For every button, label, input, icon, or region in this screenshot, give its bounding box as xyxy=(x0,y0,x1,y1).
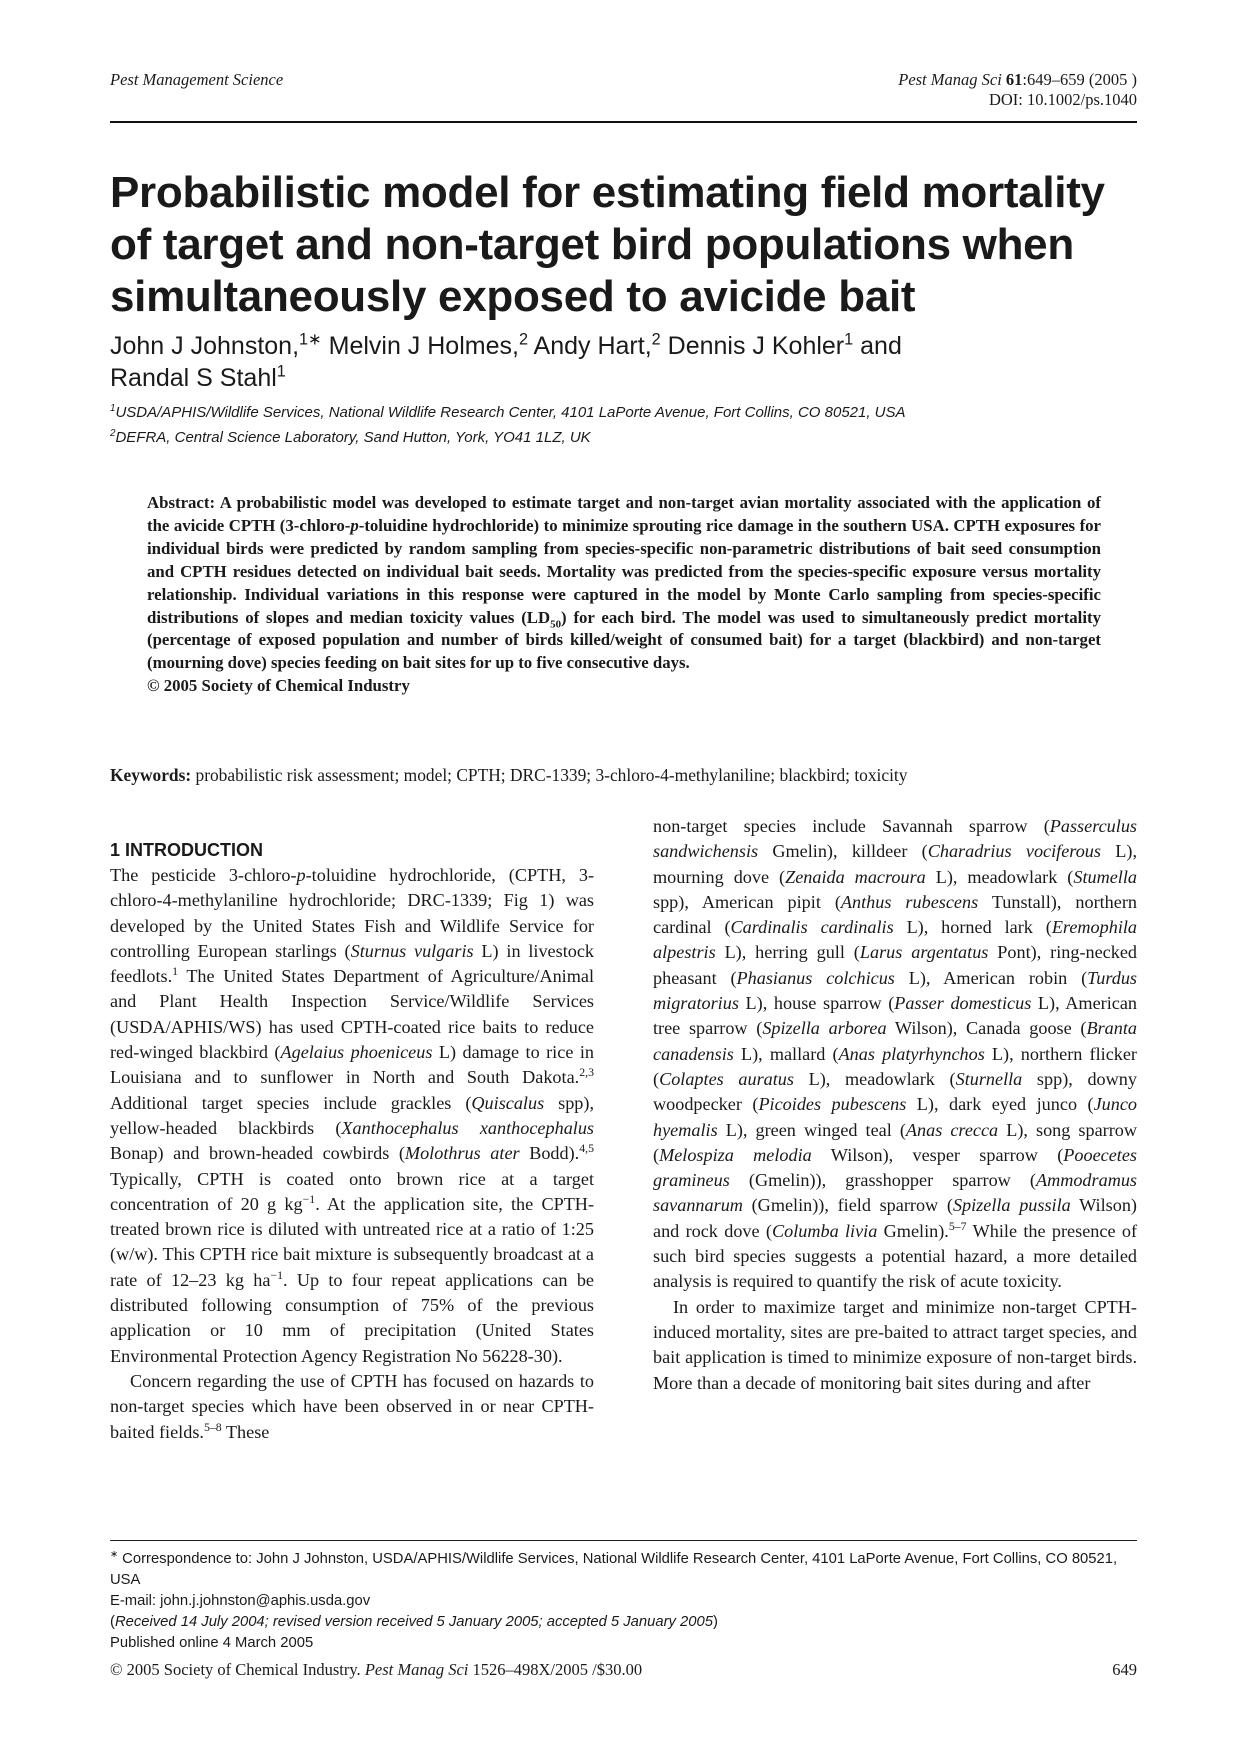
italic-term: p xyxy=(296,865,306,885)
author: Dennis J Kohler xyxy=(660,332,845,360)
text-run: The pesticide 3-chloro- xyxy=(110,865,297,885)
text-run: Pont), ring-necked pheasant ( xyxy=(653,942,1137,988)
author-and: and xyxy=(853,332,902,360)
affiliation-text: DEFRA, Central Science Laboratory, Sand Hutton, York, YO41 1LZ, UK xyxy=(115,429,591,446)
italic-term: Columba livia xyxy=(771,1220,878,1241)
text-run: L), dark eyed junco ( xyxy=(906,1094,1094,1115)
italic-term: Passerculus sandwichensis xyxy=(653,816,1137,862)
superscript: 5–7 xyxy=(948,1218,967,1233)
author-sup: 2 xyxy=(518,330,528,349)
affiliation-number: 2 xyxy=(110,428,116,439)
abstract xyxy=(147,492,1101,698)
text-run: Additional target species include grackles ( xyxy=(110,1092,472,1113)
italic-term: Junco hyemalis xyxy=(653,1094,1138,1140)
author-sup: 2 xyxy=(651,330,661,349)
abstract-subscript: 50 xyxy=(550,617,562,630)
italic-term: Stumella xyxy=(1073,866,1137,887)
doi: DOI: 10.1002/ps.1040 xyxy=(988,90,1137,109)
italic-term: Cardinalis cardinalis xyxy=(730,917,894,938)
text-run: While the presence of such bird species suggests a potential hazard, a more detailed analysis is required to quantify the risk of acute toxicity. xyxy=(653,1220,1137,1292)
italic-term: Turdus migratorius xyxy=(653,967,1138,1014)
italic-term: Melospiza melodia xyxy=(659,1144,812,1165)
correspondence-text: Correspondence to: John J Johnston, USDA/APHIS/Wildlife Services, National Wildlife Research Center, 4101 LaPorte Avenue, Fort Collins, CO 80521, USA xyxy=(110,1551,1118,1588)
text-run: (Gmelin)), grasshopper sparrow ( xyxy=(729,1170,1036,1191)
author-sup: 1 xyxy=(276,362,286,381)
text-run: The United States Department of Agriculture/Animal and Plant Health Inspection Service/Wildlife Services (USDA/APHIS/WS) has used CPTH-coated rice baits to reduce red-winged blackbird ( xyxy=(110,966,594,1063)
text-run: (Gmelin)), field sparrow ( xyxy=(742,1195,953,1216)
text-run: Wilson), Canada goose ( xyxy=(886,1018,1087,1039)
italic-term: Agelaius phoeniceus xyxy=(280,1042,433,1063)
text-run: Tunstall), northern cardinal ( xyxy=(653,891,1137,938)
superscript: 1 xyxy=(172,964,179,979)
italic-term: Quiscalus xyxy=(471,1092,545,1113)
keywords xyxy=(110,764,1137,786)
italic-term: Anas platyrhynchos xyxy=(838,1043,985,1064)
text-run: L), American robin ( xyxy=(894,967,1088,988)
text-run: . Up to four repeat applications can be distributed following consumption of 75% of the previous application or 10 mm of precipitation (United States Environmental Protection Agency Registration No 56228-30). xyxy=(110,1269,594,1366)
author-sup: 1 xyxy=(844,330,854,349)
author: Melvin J Holmes, xyxy=(321,332,519,360)
italic-term: Spizella arborea xyxy=(762,1018,887,1039)
italic-term: Larus argentatus xyxy=(859,942,989,963)
text-run: L) damage to rice in Louisiana and to sunflower in North and South Dakota. xyxy=(110,1042,594,1088)
header-rule xyxy=(110,121,1137,123)
text-run: Wilson) and rock dove ( xyxy=(653,1195,1137,1241)
superscript: 4,5 xyxy=(579,1141,595,1156)
abstract-copyright: © 2005 Society of Chemical Industry xyxy=(147,676,410,696)
citation-journal: Pest Manag Sci xyxy=(898,70,1002,89)
text-run: -toluidine hydrochloride, (CPTH, 3-chloro-4-methylaniline hydrochloride; DRC-1339; Fig 1) was developed by the United States Fish and Wildlife Service for controlling European starlings ( xyxy=(110,865,595,961)
text-run: Bodd). xyxy=(519,1143,580,1164)
italic-term: Sturnella xyxy=(955,1068,1023,1089)
affiliation-2 xyxy=(110,428,1137,448)
affiliation-number: 1 xyxy=(110,403,116,414)
text-run: These xyxy=(221,1421,270,1442)
text-run: L), meadowlark ( xyxy=(925,866,1074,887)
page-number: 649 xyxy=(1112,1660,1137,1679)
journal-name: Pest Management Science xyxy=(110,70,284,89)
italic-term: Anthus rubescens xyxy=(840,891,979,912)
text-run: L), northern flicker ( xyxy=(653,1043,1137,1089)
text-run: Typically, CPTH is coated onto brown rice at a target concentration of 20 g kg xyxy=(110,1168,594,1214)
author: Andy Hart, xyxy=(527,332,652,360)
author-list xyxy=(110,330,1137,394)
text-run: L), meadowlark ( xyxy=(793,1068,956,1089)
text-run: Gmelin), killdeer ( xyxy=(758,841,928,862)
body-column-left xyxy=(110,838,594,1445)
citation xyxy=(898,70,1137,90)
footnote-correspondence xyxy=(110,1549,1137,1591)
footer-journal: Pest Manag Sci xyxy=(364,1660,469,1679)
italic-term: Zenaida macroura xyxy=(785,866,926,887)
italic-term: Molothrus ater xyxy=(404,1143,520,1164)
footnote-star: ∗ xyxy=(110,1549,119,1561)
italic-term: Colaptes auratus xyxy=(659,1068,794,1089)
body-column-right xyxy=(653,814,1137,1396)
footnote-received: (Received 14 July 2004; revised version received 5 January 2005; accepted 5 January 2005) xyxy=(110,1614,718,1630)
author: John J Johnston, xyxy=(110,332,300,360)
italic-term: Pooecetes gramineus xyxy=(653,1144,1137,1191)
text-run: non-target species include Savannah sparrow ( xyxy=(653,816,1050,836)
body-paragraph xyxy=(653,814,1137,1295)
text-run: L), house sparrow ( xyxy=(738,993,895,1014)
text-run: . At the application site, the CPTH-treated brown rice is diluted with untreated rice at a ratio of 1:25 (w/w). This CPTH rice bait mixture is subsequently broadcast at a rate of 12–23 kg ha xyxy=(110,1193,595,1290)
italic-term: Anas crecca xyxy=(905,1119,999,1140)
footnote xyxy=(110,1549,1137,1654)
superscript: −1 xyxy=(302,1191,316,1206)
affiliation-1 xyxy=(110,403,1137,423)
superscript: 2,3 xyxy=(579,1065,594,1080)
citation-volume: 61 xyxy=(1005,70,1023,89)
footer-issn: 1526–498X/2005 /$30.00 xyxy=(468,1660,643,1679)
abstract-text: A probabilistic model was developed to estimate target and non-target avian mortality associated with the application of the avicide CPTH (3-chloro- xyxy=(147,493,1101,535)
citation-pages: :649–659 (2005 ) xyxy=(1022,70,1137,89)
author-sup: 1∗ xyxy=(299,330,322,349)
text-run: L), herring gull ( xyxy=(715,942,860,963)
text-run: Bonap) and brown-headed cowbirds ( xyxy=(110,1143,405,1164)
footnote-published: Published online 4 March 2005 xyxy=(110,1635,314,1651)
abstract-label: Abstract: xyxy=(147,493,216,512)
italic-term: Passer domesticus xyxy=(894,993,1032,1014)
text-run: Gmelin). xyxy=(877,1220,949,1241)
text-run: Concern regarding the use of CPTH has focused on hazards to non-target species which have been observed in or near CPTH-baited fields. xyxy=(110,1370,594,1442)
text-run: L), song sparrow ( xyxy=(653,1119,1137,1165)
text-run: spp), American pipit ( xyxy=(653,891,841,912)
citation-block xyxy=(898,70,1137,110)
text-run: L), mallard ( xyxy=(733,1043,839,1064)
author: Randal S Stahl xyxy=(110,364,277,392)
text-run: L), American tree sparrow ( xyxy=(653,993,1137,1039)
italic-term: Charadrius vociferous xyxy=(927,841,1101,862)
affiliation-text: USDA/APHIS/Wildlife Services, National Wildlife Research Center, 4101 LaPorte Avenue, Fort Collins, CO 80521, USA xyxy=(115,404,906,421)
running-header xyxy=(110,68,1137,108)
italic-term: Phasianus colchicus xyxy=(736,967,895,988)
italic-term: Ammodramus savannarum xyxy=(653,1170,1137,1216)
body-paragraph xyxy=(110,863,594,1369)
page-footer xyxy=(110,1660,1137,1680)
text-run: L), mourning dove ( xyxy=(653,841,1137,887)
abstract-text: -toluidine hydrochloride) to minimize sprouting rice damage in the southern USA. CPTH exposures for individual birds were predicted by random sampling from species-specific non-parametric distributions of bait seed consumption and CPTH residues detected on individual bait seeds. Mortality was predicted from the species-specific exposure versus mortality relationship. Individual variations in this response were captured in the model by Monte Carlo sampling from species-specific distributions of slopes and median toxicity values (LD xyxy=(147,515,1102,627)
text-run: spp), yellow-headed blackbirds ( xyxy=(110,1092,594,1138)
footer-copyright: © 2005 Society of Chemical Industry. xyxy=(110,1660,365,1679)
keywords-text: probabilistic risk assessment; model; CPTH; DRC-1339; 3-chloro-4-methylaniline; blackbird; toxicity xyxy=(191,765,908,785)
body-paragraph xyxy=(110,1369,594,1445)
text-run: L), green winged teal ( xyxy=(717,1119,906,1140)
footnote-rule xyxy=(110,1540,1137,1541)
text-run: Wilson), vesper sparrow ( xyxy=(811,1144,1064,1165)
text-run: spp), downy woodpecker ( xyxy=(653,1068,1137,1115)
received-dates: Received 14 July 2004; revised version received 5 January 2005; accepted 5 January 2005 xyxy=(114,1614,713,1630)
section-heading: 1 INTRODUCTION xyxy=(110,840,263,860)
italic-term: Sturnus vulgaris xyxy=(350,940,474,961)
italic-term: Spizella pussila xyxy=(952,1195,1071,1216)
italic-term: Picoides pubescens xyxy=(758,1094,907,1115)
text-run: L) in livestock feedlots. xyxy=(110,940,595,987)
italic-term: Branta canadensis xyxy=(653,1018,1137,1064)
text-run: L), horned lark ( xyxy=(893,917,1052,938)
abstract-italic: p xyxy=(350,515,359,535)
italic-term: Xanthocephalus xanthocephalus xyxy=(341,1117,595,1138)
italic-term: Eremophila alpestris xyxy=(653,917,1138,963)
paper-title: Probabilistic model for estimating field mortality of target and non-target bird populations when simultaneously exposed to avicide bait xyxy=(110,168,1105,321)
footnote-email: E-mail: john.j.johnston@aphis.usda.gov xyxy=(110,1593,371,1609)
body-paragraph: In order to maximize target and minimize non-target CPTH-induced mortality, sites are pre-baited to attract target species, and bait application is timed to minimize exposure of non-target birds. More than a decade of monitoring bait sites during and after xyxy=(653,1296,1137,1393)
keywords-label: Keywords: xyxy=(110,765,192,785)
superscript: 5–8 xyxy=(203,1419,222,1434)
superscript: −1 xyxy=(270,1267,283,1282)
abstract-text: ) for each bird. The model was used to simultaneously predict mortality (percentage of exposed population and number of birds killed/weight of consumed bait) for a target (blackbird) and non-target (mourning dove) species feeding on bait sites for up to five consecutive days. xyxy=(147,607,1101,673)
